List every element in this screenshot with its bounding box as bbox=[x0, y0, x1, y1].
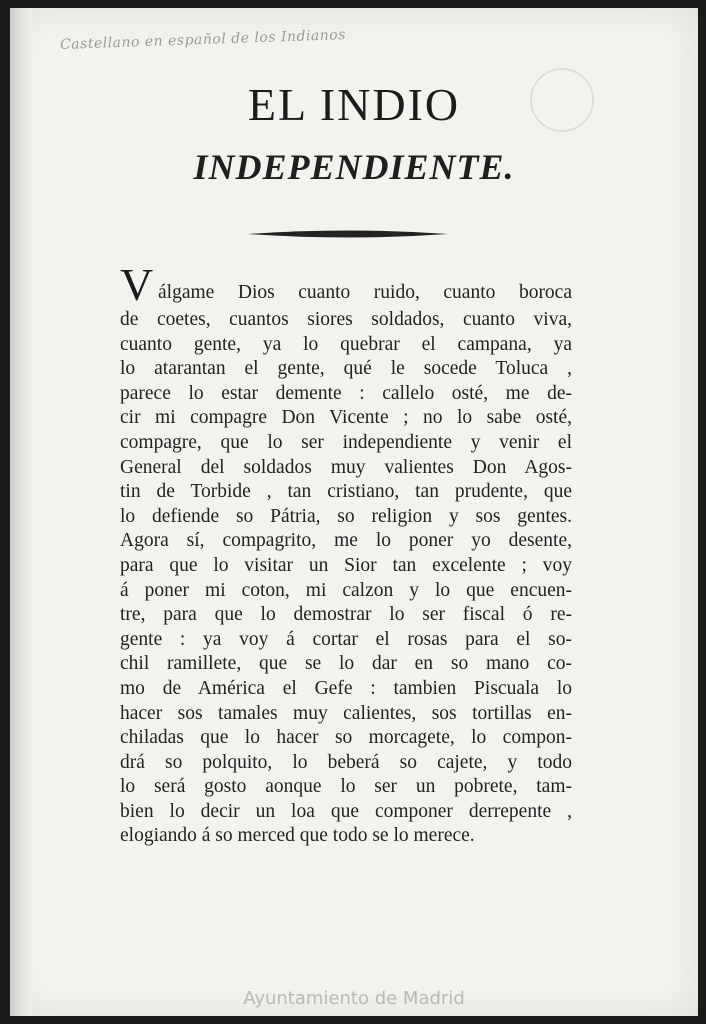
first-line bbox=[120, 259, 572, 310]
text-line: gente : ya voy á cortar el rosas para el so- bbox=[120, 628, 572, 650]
text-line: cuanto gente, ya lo quebrar el campana, ya bbox=[120, 333, 572, 355]
text-line: General del soldados muy valientes Don Agos- bbox=[120, 456, 572, 478]
text-line: tin de Torbide , tan cristiano, tan prudente, que bbox=[120, 481, 572, 503]
page-title: EL INDIO bbox=[247, 79, 461, 130]
text-line: parece lo estar demente : callelo osté, me de- bbox=[120, 382, 572, 404]
body-text bbox=[120, 259, 572, 849]
text-line: mo de América el Gefe : tambien Piscuala lo bbox=[120, 677, 572, 699]
text-line: chil ramillete, que se lo dar en so mano co- bbox=[120, 653, 572, 675]
text-line: hacer sos tamales muy calientes, sos tortillas en- bbox=[120, 702, 572, 724]
text-line: chiladas que lo hacer so morcagete, lo compon- bbox=[120, 727, 572, 749]
drop-cap: V bbox=[120, 259, 154, 310]
handwritten-note: Castellano en español de los Indianos bbox=[59, 27, 347, 53]
document-page bbox=[10, 8, 698, 1016]
text-line: lo defiende so Pátria, so religion y sos gentes. bbox=[120, 505, 572, 527]
text-line: de coetes, cuantos siores soldados, cuanto viva, bbox=[120, 309, 572, 330]
text-line: lo atarantan el gente, qué le socede Toluca , bbox=[120, 358, 572, 380]
text-line: elogiando á so merced que todo se lo merece. bbox=[120, 825, 475, 847]
text-line: lo será gosto aonque lo ser un pobrete, tam- bbox=[120, 776, 572, 798]
text-lines bbox=[120, 308, 572, 849]
text-line: compagre, que lo ser independiente y venir el bbox=[120, 431, 572, 453]
text-line: Agora sí, compagrito, me lo poner yo desente, bbox=[120, 530, 572, 552]
first-line-text: álgame Dios cuanto ruido, cuanto boroca bbox=[158, 282, 572, 303]
page-subtitle: INDEPENDIENTE. bbox=[193, 147, 515, 187]
text-line: para que lo visitar un Sior tan excelente ; voy bbox=[120, 554, 572, 576]
watermark: Ayuntamiento de Madrid bbox=[243, 988, 465, 1009]
text-line: á poner mi coton, mi calzon y lo que encuen- bbox=[120, 579, 572, 601]
ornament-rule bbox=[248, 229, 448, 239]
text-line: tre, para que lo demostrar lo ser fiscal ó re- bbox=[120, 604, 572, 626]
text-line: cir mi compagre Don Vicente ; no lo sabe osté, bbox=[120, 407, 572, 429]
text-line: bien lo decir un loa que componer derrepente , bbox=[120, 800, 572, 822]
text-line: drá so polquito, lo beberá so cajete, y todo bbox=[120, 751, 572, 773]
